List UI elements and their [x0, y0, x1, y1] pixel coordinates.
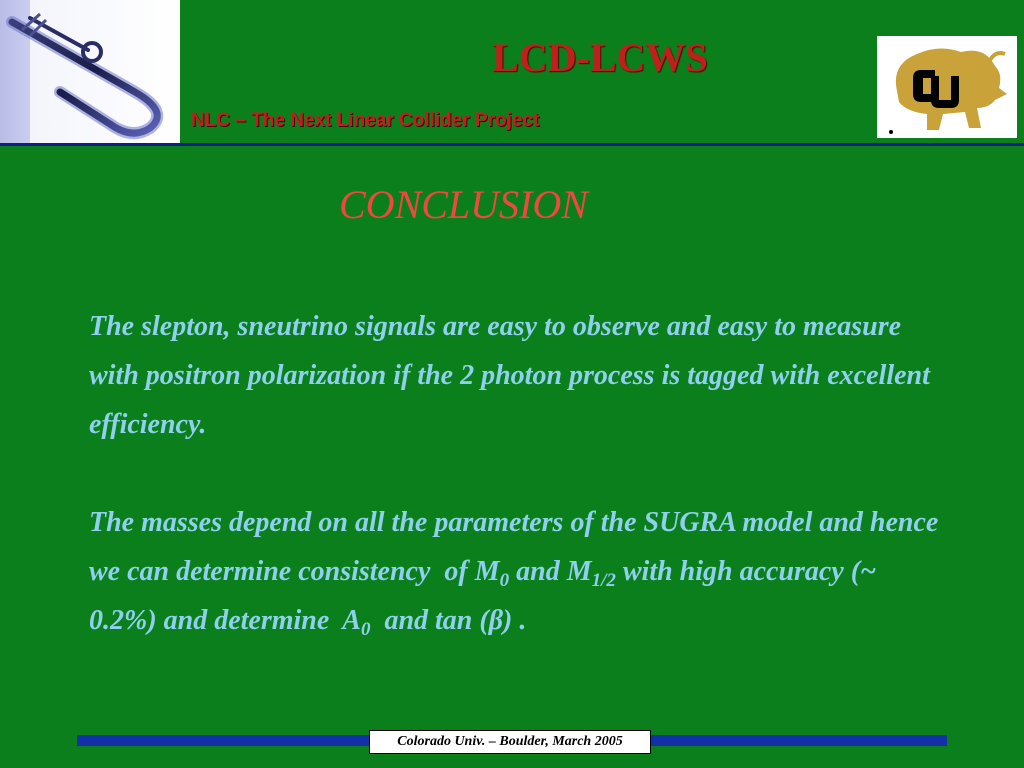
cu-logo	[877, 36, 1017, 138]
slide-title: LCD-LCWS	[492, 35, 708, 80]
nlc-logo	[0, 0, 180, 144]
paragraph-2-text-2: and M	[509, 556, 592, 587]
paragraph-2-text-4: and tan (	[370, 605, 489, 636]
header-divider	[0, 143, 1024, 146]
subscript-a0: 0	[360, 619, 371, 640]
paragraph-2-text-1: The masses depend on all the parameters of the SUGRA model and hence we can determine consistency of M	[89, 507, 946, 587]
paragraph-2-text-5: ) .	[503, 605, 527, 636]
paragraph-2-text-3: with high accuracy (~ 0.2%) and determine A	[89, 556, 884, 636]
section-heading: CONCLUSION	[339, 182, 588, 227]
accelerator-icon	[0, 0, 180, 144]
beta-symbol: β	[488, 605, 504, 636]
footer-caption: Colorado Univ. – Boulder, March 2005	[369, 730, 651, 754]
paragraph-2	[89, 498, 949, 645]
subscript-m-half: 1/2	[591, 570, 616, 591]
project-subtitle: NLC – The Next Linear Collider Project	[191, 110, 540, 131]
subscript-m0: 0	[499, 570, 510, 591]
paragraph-1: The slepton, sneutrino signals are easy to observe and easy to measure with positron polarization if the 2 photon process is tagged with excellent efficiency.	[89, 311, 930, 440]
buffalo-icon	[877, 36, 1017, 138]
